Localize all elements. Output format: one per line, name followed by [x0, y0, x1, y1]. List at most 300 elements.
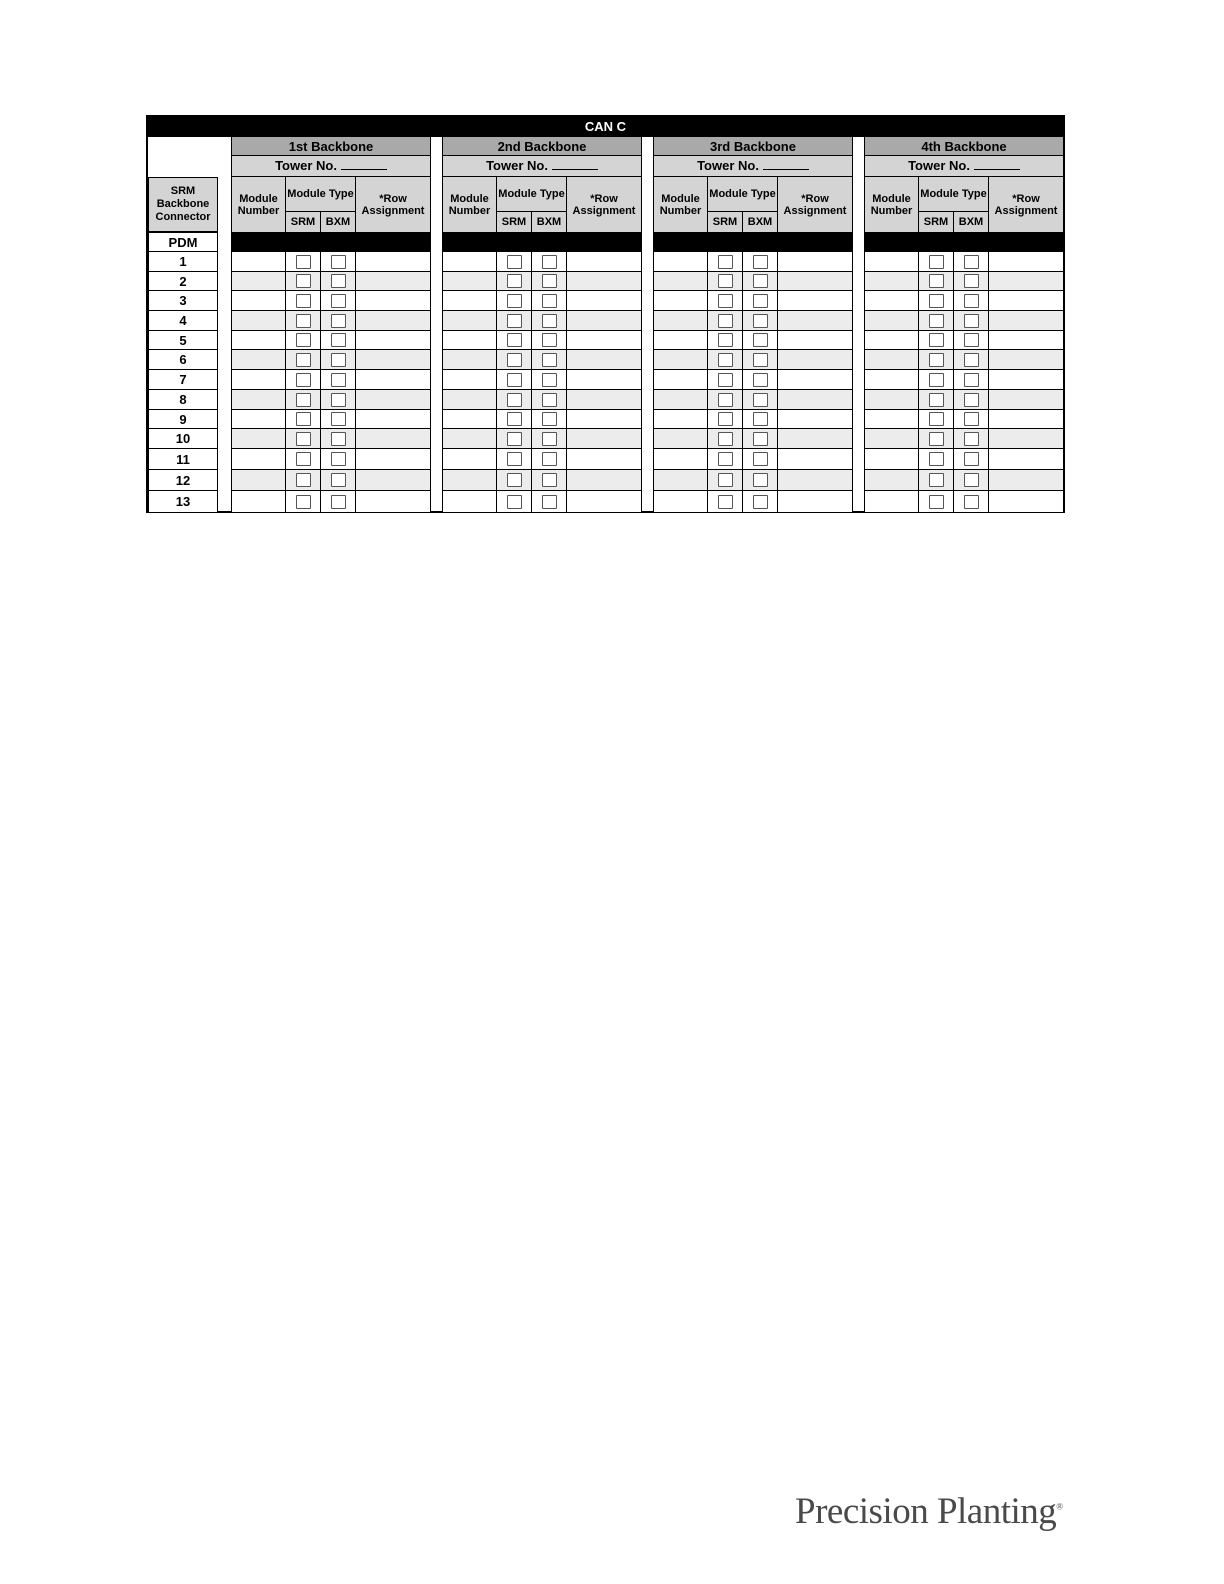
srm-checkbox[interactable]	[296, 314, 311, 328]
module-number-cell[interactable]	[864, 272, 919, 291]
srm-checkbox[interactable]	[929, 274, 944, 288]
srm-checkbox[interactable]	[507, 314, 522, 328]
srm-cell	[497, 429, 532, 449]
module-number-cell[interactable]	[653, 311, 708, 331]
module-number-cell[interactable]	[653, 331, 708, 350]
bxm-header: BXM	[743, 212, 778, 232]
pdm-blackout	[653, 232, 853, 252]
srm-cell	[286, 291, 321, 311]
row-assignment-cell[interactable]	[989, 429, 1064, 449]
bxm-checkbox[interactable]	[331, 452, 346, 466]
row-assignment-cell[interactable]	[778, 370, 853, 390]
row-assignment-cell[interactable]	[989, 491, 1064, 513]
srm-checkbox[interactable]	[507, 294, 522, 308]
srm-checkbox[interactable]	[929, 393, 944, 407]
row-assignment-cell[interactable]	[567, 331, 642, 350]
srm-cell	[708, 291, 743, 311]
srm-cell	[497, 370, 532, 390]
srm-checkbox[interactable]	[718, 294, 733, 308]
module-number-cell[interactable]	[442, 491, 497, 513]
connector-number: 3	[148, 291, 218, 311]
srm-checkbox[interactable]	[718, 314, 733, 328]
srm-cell	[708, 350, 743, 370]
bxm-cell	[743, 291, 778, 311]
bxm-checkbox[interactable]	[542, 495, 557, 509]
srm-checkbox[interactable]	[718, 495, 733, 509]
bxm-checkbox[interactable]	[964, 393, 979, 407]
module-number-cell[interactable]	[442, 252, 497, 272]
srm-checkbox[interactable]	[507, 373, 522, 387]
srm-checkbox[interactable]	[929, 452, 944, 466]
row-assignment-cell[interactable]	[989, 470, 1064, 491]
row-assignment-cell[interactable]	[356, 252, 431, 272]
srm-checkbox[interactable]	[296, 294, 311, 308]
srm-checkbox[interactable]	[296, 412, 311, 426]
bxm-checkbox[interactable]	[331, 333, 346, 347]
bxm-cell	[954, 370, 989, 390]
module-number-cell[interactable]	[653, 252, 708, 272]
row-assignment-cell[interactable]	[356, 429, 431, 449]
module-number-cell[interactable]	[864, 291, 919, 311]
srm-checkbox[interactable]	[507, 393, 522, 407]
row-assignment-cell[interactable]	[989, 291, 1064, 311]
module-number-cell[interactable]	[231, 390, 286, 410]
row-assignment-cell[interactable]	[356, 370, 431, 390]
bxm-cell	[743, 449, 778, 470]
row-assignment-cell[interactable]	[356, 449, 431, 470]
bxm-checkbox[interactable]	[542, 333, 557, 347]
module-number-cell[interactable]	[653, 370, 708, 390]
bxm-cell	[954, 390, 989, 410]
module-number-cell[interactable]	[864, 470, 919, 491]
row-assignment-cell[interactable]	[356, 350, 431, 370]
srm-checkbox[interactable]	[507, 353, 522, 367]
bxm-checkbox[interactable]	[753, 294, 768, 308]
bxm-checkbox[interactable]	[542, 473, 557, 487]
bxm-cell	[743, 429, 778, 449]
srm-cell	[286, 491, 321, 513]
srm-cell	[708, 272, 743, 291]
row-assignment-cell[interactable]	[989, 410, 1064, 429]
module-number-cell[interactable]	[864, 350, 919, 370]
srm-checkbox[interactable]	[929, 255, 944, 269]
bxm-checkbox[interactable]	[331, 373, 346, 387]
srm-checkbox[interactable]	[507, 452, 522, 466]
module-number-cell[interactable]	[653, 491, 708, 513]
srm-checkbox[interactable]	[507, 255, 522, 269]
bxm-checkbox[interactable]	[331, 495, 346, 509]
bxm-checkbox[interactable]	[542, 255, 557, 269]
tower-number-blank[interactable]	[552, 159, 598, 170]
row-assignment-cell[interactable]	[356, 291, 431, 311]
srm-cell	[497, 252, 532, 272]
row-assignment-cell[interactable]	[778, 410, 853, 429]
srm-cell	[919, 491, 954, 513]
srm-checkbox[interactable]	[507, 432, 522, 446]
module-type-header: Module Type	[286, 177, 356, 212]
bxm-header: BXM	[954, 212, 989, 232]
srm-cell	[919, 350, 954, 370]
bxm-cell	[954, 311, 989, 331]
bxm-cell	[954, 350, 989, 370]
tower-number-field[interactable]	[653, 156, 853, 177]
module-number-cell[interactable]	[231, 272, 286, 291]
row-assignment-cell[interactable]	[356, 470, 431, 491]
module-number-cell[interactable]	[653, 390, 708, 410]
srm-checkbox[interactable]	[929, 495, 944, 509]
connector-number: 5	[148, 331, 218, 350]
bxm-checkbox[interactable]	[753, 353, 768, 367]
module-type-header: Module Type	[497, 177, 567, 212]
row-assignment-cell[interactable]	[778, 429, 853, 449]
module-number-cell[interactable]	[442, 311, 497, 331]
srm-checkbox[interactable]	[929, 333, 944, 347]
row-assignment-cell[interactable]	[567, 410, 642, 429]
bxm-checkbox[interactable]	[331, 314, 346, 328]
srm-checkbox[interactable]	[718, 255, 733, 269]
logo-text: Precision Planting	[795, 1491, 1057, 1532]
bxm-header: BXM	[532, 212, 567, 232]
module-number-cell[interactable]	[442, 470, 497, 491]
srm-checkbox[interactable]	[296, 353, 311, 367]
bxm-checkbox[interactable]	[753, 373, 768, 387]
connector-number: 6	[148, 350, 218, 370]
bxm-cell	[743, 370, 778, 390]
srm-cell	[919, 470, 954, 491]
module-number-cell[interactable]	[442, 390, 497, 410]
srm-checkbox[interactable]	[296, 373, 311, 387]
srm-checkbox[interactable]	[929, 294, 944, 308]
row-assignment-cell[interactable]	[778, 272, 853, 291]
srm-cell	[708, 252, 743, 272]
bxm-checkbox[interactable]	[542, 314, 557, 328]
module-number-cell[interactable]	[653, 410, 708, 429]
module-type-header: Module Type	[708, 177, 778, 212]
row-assignment-cell[interactable]	[778, 350, 853, 370]
form-title: CAN C	[148, 117, 1063, 137]
bxm-cell	[532, 491, 567, 513]
module-number-cell[interactable]	[864, 491, 919, 513]
srm-checkbox[interactable]	[296, 255, 311, 269]
bxm-checkbox[interactable]	[542, 353, 557, 367]
tower-number-blank[interactable]	[974, 159, 1020, 170]
srm-checkbox[interactable]	[296, 274, 311, 288]
module-number-cell[interactable]	[442, 350, 497, 370]
bxm-cell	[321, 491, 356, 513]
connector-number: 7	[148, 370, 218, 390]
srm-checkbox[interactable]	[929, 314, 944, 328]
srm-checkbox[interactable]	[929, 412, 944, 426]
srm-cell	[286, 390, 321, 410]
srm-checkbox[interactable]	[507, 412, 522, 426]
connector-number: 8	[148, 390, 218, 410]
tower-label: Tower No.	[697, 158, 759, 173]
srm-checkbox[interactable]	[507, 495, 522, 509]
srm-checkbox[interactable]	[718, 373, 733, 387]
row-assignment-cell[interactable]	[778, 491, 853, 513]
row-assignment-cell[interactable]	[778, 291, 853, 311]
bxm-checkbox[interactable]	[542, 452, 557, 466]
bxm-checkbox[interactable]	[542, 412, 557, 426]
module-number-cell[interactable]	[653, 470, 708, 491]
bxm-cell	[743, 491, 778, 513]
module-number-header: Module Number	[864, 177, 919, 232]
bxm-checkbox[interactable]	[753, 333, 768, 347]
srm-cell	[708, 370, 743, 390]
bxm-checkbox[interactable]	[964, 432, 979, 446]
row-assignment-cell[interactable]	[567, 470, 642, 491]
srm-cell	[286, 311, 321, 331]
row-assignment-cell[interactable]	[356, 311, 431, 331]
module-number-cell[interactable]	[231, 291, 286, 311]
bxm-checkbox[interactable]	[964, 353, 979, 367]
logo-mark: ®	[1056, 1501, 1063, 1512]
row-assignment-cell[interactable]	[778, 252, 853, 272]
bxm-checkbox[interactable]	[331, 274, 346, 288]
module-number-cell[interactable]	[864, 331, 919, 350]
bxm-cell	[532, 331, 567, 350]
connector-number: 10	[148, 429, 218, 449]
connector-number: 4	[148, 311, 218, 331]
bxm-cell	[954, 491, 989, 513]
row-assignment-cell[interactable]	[567, 370, 642, 390]
bxm-cell	[743, 252, 778, 272]
tower-number-field[interactable]	[864, 156, 1064, 177]
backbone-name: 1st Backbone	[231, 137, 431, 156]
srm-cell	[497, 410, 532, 429]
connector-header: SRM Backbone Connector	[148, 177, 218, 232]
srm-checkbox[interactable]	[718, 333, 733, 347]
bxm-checkbox[interactable]	[542, 294, 557, 308]
row-assignment-cell[interactable]	[989, 331, 1064, 350]
bxm-cell	[954, 449, 989, 470]
can-c-form	[146, 115, 1065, 513]
row-assignment-cell[interactable]	[778, 390, 853, 410]
row-assignment-cell[interactable]	[778, 311, 853, 331]
srm-checkbox[interactable]	[718, 452, 733, 466]
srm-cell	[497, 390, 532, 410]
bxm-checkbox[interactable]	[331, 294, 346, 308]
row-assignment-cell[interactable]	[567, 390, 642, 410]
module-number-cell[interactable]	[231, 331, 286, 350]
bxm-cell	[532, 272, 567, 291]
module-number-cell[interactable]	[231, 429, 286, 449]
srm-cell	[286, 410, 321, 429]
module-number-cell[interactable]	[864, 252, 919, 272]
row-assignment-cell[interactable]	[989, 272, 1064, 291]
row-assignment-cell[interactable]	[567, 272, 642, 291]
srm-cell	[919, 390, 954, 410]
module-number-cell[interactable]	[231, 491, 286, 513]
module-number-cell[interactable]	[653, 429, 708, 449]
module-number-cell[interactable]	[864, 410, 919, 429]
srm-cell	[919, 291, 954, 311]
srm-cell	[708, 410, 743, 429]
srm-cell	[919, 429, 954, 449]
bxm-checkbox[interactable]	[753, 393, 768, 407]
srm-checkbox[interactable]	[718, 393, 733, 407]
pdm-blackout	[864, 232, 1064, 252]
srm-checkbox[interactable]	[718, 412, 733, 426]
bxm-cell	[321, 429, 356, 449]
module-number-cell[interactable]	[864, 429, 919, 449]
bxm-checkbox[interactable]	[964, 495, 979, 509]
srm-cell	[708, 331, 743, 350]
row-assignment-cell[interactable]	[567, 350, 642, 370]
module-number-cell[interactable]	[231, 311, 286, 331]
bxm-checkbox[interactable]	[753, 255, 768, 269]
row-assignment-cell[interactable]	[989, 370, 1064, 390]
srm-cell	[497, 311, 532, 331]
srm-checkbox[interactable]	[296, 432, 311, 446]
module-number-cell[interactable]	[442, 331, 497, 350]
srm-cell	[708, 449, 743, 470]
row-assignment-cell[interactable]	[356, 410, 431, 429]
bxm-checkbox[interactable]	[964, 452, 979, 466]
bxm-checkbox[interactable]	[753, 452, 768, 466]
row-assignment-cell[interactable]	[989, 252, 1064, 272]
bxm-checkbox[interactable]	[753, 274, 768, 288]
row-assignment-header: *Row Assignment	[356, 177, 431, 232]
srm-checkbox[interactable]	[296, 333, 311, 347]
row-assignment-cell[interactable]	[356, 331, 431, 350]
row-assignment-cell[interactable]	[778, 331, 853, 350]
tower-number-blank[interactable]	[763, 159, 809, 170]
bxm-checkbox[interactable]	[331, 412, 346, 426]
row-assignment-cell[interactable]	[567, 449, 642, 470]
row-assignment-cell[interactable]	[567, 252, 642, 272]
bxm-checkbox[interactable]	[964, 274, 979, 288]
srm-checkbox[interactable]	[718, 274, 733, 288]
module-number-header: Module Number	[653, 177, 708, 232]
connector-number: 11	[148, 449, 218, 470]
bxm-checkbox[interactable]	[753, 412, 768, 426]
module-number-cell[interactable]	[231, 470, 286, 491]
bxm-checkbox[interactable]	[331, 353, 346, 367]
bxm-checkbox[interactable]	[964, 333, 979, 347]
row-assignment-cell[interactable]	[567, 291, 642, 311]
pdm-label: PDM	[148, 232, 218, 252]
srm-cell	[497, 491, 532, 513]
module-number-cell[interactable]	[653, 449, 708, 470]
srm-header: SRM	[708, 212, 743, 232]
srm-checkbox[interactable]	[718, 432, 733, 446]
bxm-checkbox[interactable]	[964, 314, 979, 328]
module-number-cell[interactable]	[653, 272, 708, 291]
bxm-checkbox[interactable]	[542, 393, 557, 407]
module-number-cell[interactable]	[864, 390, 919, 410]
srm-checkbox[interactable]	[507, 333, 522, 347]
srm-checkbox[interactable]	[929, 353, 944, 367]
bxm-checkbox[interactable]	[964, 255, 979, 269]
row-assignment-cell[interactable]	[989, 390, 1064, 410]
bxm-checkbox[interactable]	[542, 432, 557, 446]
row-assignment-cell[interactable]	[989, 350, 1064, 370]
module-number-cell[interactable]	[231, 370, 286, 390]
module-number-cell[interactable]	[864, 370, 919, 390]
srm-checkbox[interactable]	[718, 473, 733, 487]
module-number-cell[interactable]	[442, 410, 497, 429]
row-assignment-cell[interactable]	[778, 470, 853, 491]
srm-checkbox[interactable]	[296, 393, 311, 407]
bxm-cell	[532, 429, 567, 449]
row-assignment-header: *Row Assignment	[989, 177, 1064, 232]
module-number-cell[interactable]	[442, 370, 497, 390]
srm-checkbox[interactable]	[718, 353, 733, 367]
bxm-cell	[532, 370, 567, 390]
row-assignment-cell[interactable]	[356, 272, 431, 291]
bxm-checkbox[interactable]	[331, 432, 346, 446]
tower-number-field[interactable]	[231, 156, 431, 177]
bxm-checkbox[interactable]	[753, 432, 768, 446]
tower-label: Tower No.	[486, 158, 548, 173]
module-number-cell[interactable]	[442, 449, 497, 470]
srm-checkbox[interactable]	[296, 473, 311, 487]
row-assignment-cell[interactable]	[567, 311, 642, 331]
srm-checkbox[interactable]	[296, 452, 311, 466]
bxm-checkbox[interactable]	[964, 412, 979, 426]
srm-checkbox[interactable]	[507, 274, 522, 288]
bxm-checkbox[interactable]	[542, 373, 557, 387]
srm-checkbox[interactable]	[929, 473, 944, 487]
bxm-cell	[321, 470, 356, 491]
module-number-cell[interactable]	[653, 350, 708, 370]
srm-cell	[497, 350, 532, 370]
module-number-header: Module Number	[231, 177, 286, 232]
tower-number-field[interactable]	[442, 156, 642, 177]
srm-cell	[919, 252, 954, 272]
module-number-cell[interactable]	[231, 449, 286, 470]
row-assignment-cell[interactable]	[989, 311, 1064, 331]
bxm-checkbox[interactable]	[964, 473, 979, 487]
bxm-checkbox[interactable]	[331, 255, 346, 269]
module-number-cell[interactable]	[442, 291, 497, 311]
bxm-checkbox[interactable]	[753, 473, 768, 487]
bxm-checkbox[interactable]	[753, 314, 768, 328]
module-number-cell[interactable]	[864, 311, 919, 331]
srm-checkbox[interactable]	[929, 373, 944, 387]
row-assignment-cell[interactable]	[989, 449, 1064, 470]
bxm-checkbox[interactable]	[964, 373, 979, 387]
srm-checkbox[interactable]	[507, 473, 522, 487]
module-number-cell[interactable]	[653, 291, 708, 311]
bxm-checkbox[interactable]	[331, 473, 346, 487]
module-number-cell[interactable]	[231, 410, 286, 429]
module-number-cell[interactable]	[442, 272, 497, 291]
module-number-cell[interactable]	[231, 350, 286, 370]
module-number-cell[interactable]	[442, 429, 497, 449]
bxm-checkbox[interactable]	[964, 294, 979, 308]
bxm-cell	[954, 470, 989, 491]
bxm-checkbox[interactable]	[331, 393, 346, 407]
module-number-cell[interactable]	[864, 449, 919, 470]
srm-checkbox[interactable]	[929, 432, 944, 446]
row-assignment-cell[interactable]	[778, 449, 853, 470]
row-assignment-cell[interactable]	[567, 429, 642, 449]
row-assignment-cell[interactable]	[356, 491, 431, 513]
tower-number-blank[interactable]	[341, 159, 387, 170]
bxm-cell	[321, 252, 356, 272]
row-assignment-cell[interactable]	[567, 491, 642, 513]
module-number-cell[interactable]	[231, 252, 286, 272]
bxm-checkbox[interactable]	[542, 274, 557, 288]
bxm-checkbox[interactable]	[753, 495, 768, 509]
bxm-cell	[321, 311, 356, 331]
precision-planting-logo	[795, 1490, 1063, 1533]
srm-cell	[708, 470, 743, 491]
row-assignment-cell[interactable]	[356, 390, 431, 410]
srm-checkbox[interactable]	[296, 495, 311, 509]
